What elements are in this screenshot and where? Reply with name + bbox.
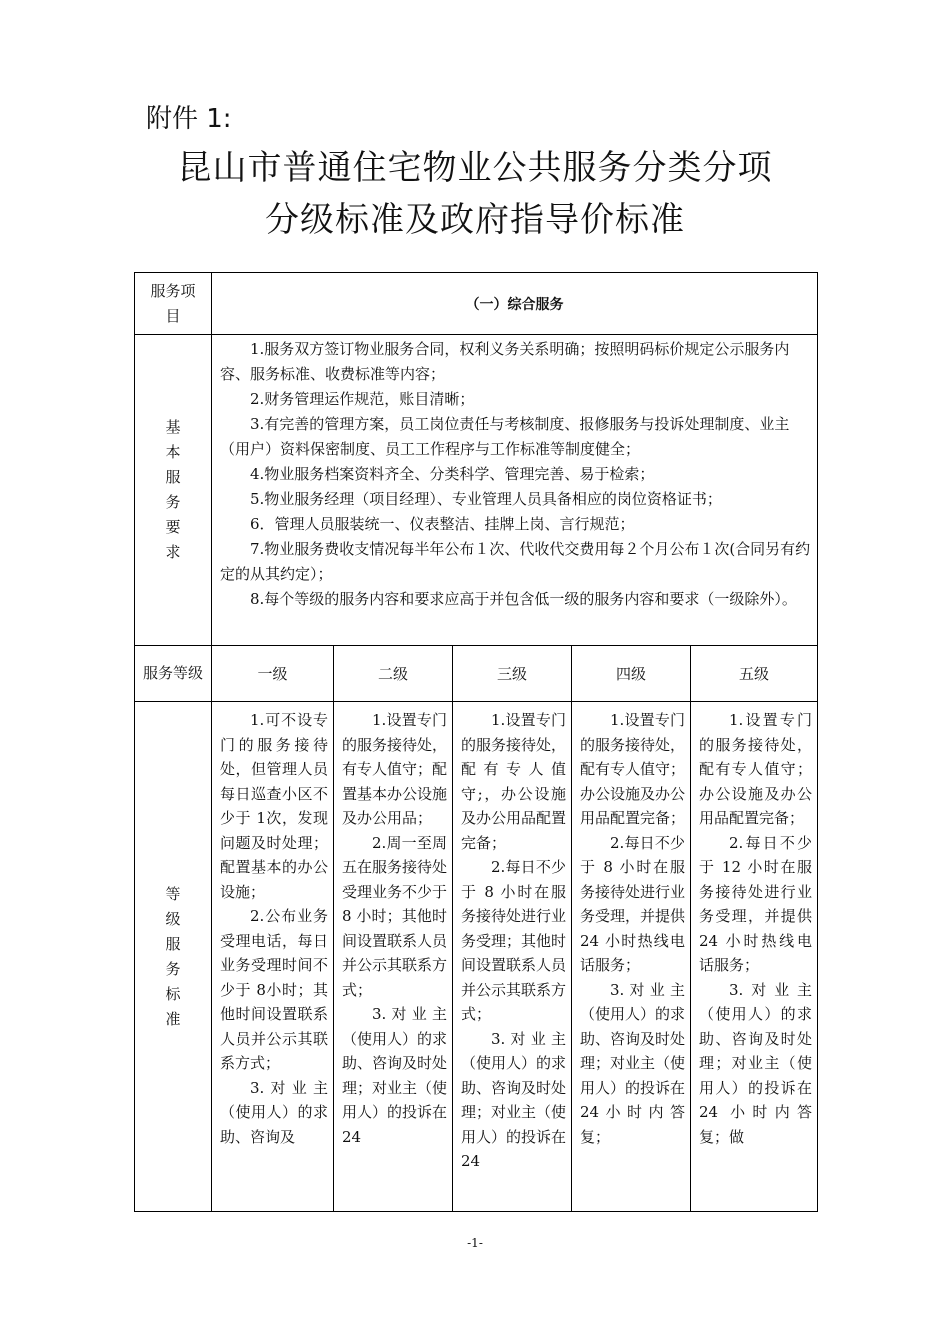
level-2-standard [334,702,453,1212]
level-4-standard [572,702,691,1212]
table-row [135,335,818,646]
level-2-header: 二级 [334,646,453,702]
basic-requirements-label: 基本服务要求 [135,335,212,646]
attachment-label: 附件 1: [146,104,232,134]
standard-item: 3.对业主（使用人）的求助、咨询及时处理；对业主（使用人）的投诉在 24小时内答复； [580,980,686,1146]
standard-item: 3.对业主（使用人）的求助、咨询及时处理；对业主（使用人）的投诉在 24 [342,1005,448,1146]
service-standard-table [134,272,818,1212]
standard-item: 3.对业主（使用人）的求助、咨询及时处理；对业主（使用人）的投诉在 24 [461,1029,567,1170]
level-standard-label: 等级服务标准 [135,702,212,1212]
level-1-header: 一级 [212,646,334,702]
requirement-item: 1.服务双方签订物业服务合同，权利义务关系明确；按照明码标价规定公示服务内容、服务标准、收费标准等内容； [220,340,790,383]
level-3-standard [453,702,572,1212]
standard-item: 1.设置专门的服务接待处，配有专人值守；办公设施及办公用品配置完备； [699,711,813,827]
basic-requirements-cell [212,335,818,646]
requirement-item: 3.有完善的管理方案，员工岗位责任与考核制度、报修服务与投诉处理制度、业主（用户）资料保密制度、员工工作程序与工作标准等制度健全； [220,415,790,458]
table-row [135,646,818,702]
standard-item: 2.每日不少于 12 小时在服务接待处进行业务受理，并提供 24 小时热线电话服务； [699,833,813,974]
requirement-item: 5.物业服务经理（项目经理）、专业管理人员具备相应的岗位资格证书； [250,490,722,508]
level-1-standard [212,702,334,1212]
level-4-header: 四级 [572,646,691,702]
standard-item: 1.设置专门的服务接待处，配有专人值守;，办公设施及办公用品配置完备； [461,711,567,852]
level-5-standard [691,702,818,1212]
level-5-header: 五级 [691,646,818,702]
requirement-item: 4.物业服务档案资料齐全、分类科学、管理完善、易于检索； [250,465,655,483]
standard-item: 2.每日不少于 8 小时在服务接待处进行业务受理，并提供 24 小时热线电话服务； [580,833,686,974]
standard-item: 3.对业主（使用人）的求助、咨询及 [220,1078,328,1146]
standard-item: 2.周一至周五在服务接待处受理业务不少于 8 小时；其他时间设置联系人员并公示其联系方式； [342,833,448,999]
standard-item: 2.每日不少于 8 小时在服务接待处进行业务受理；其他时间设置联系人员并公示其联系方式； [461,858,567,1023]
table-row [135,273,818,335]
standard-item: 1.设置专门的服务接待处，配有专人值守；办公设施及办公用品配置完备； [580,711,686,827]
page-number: -1- [467,1236,483,1250]
service-level-label: 服务等级 [135,646,212,702]
table-row [135,702,818,1212]
requirement-item: 8.每个等级的服务内容和要求应高于并包含低一级的服务内容和要求（一级除外）。 [250,590,797,608]
document-title-line-2: 分级标准及政府指导价标准 [265,200,685,240]
document-title-line-1: 昆山市普通住宅物业公共服务分类分项 [177,148,773,188]
standard-item: 1.设置专门的服务接待处，有专人值守；配置基本办公设施及办公用品； [342,711,448,827]
requirement-item: 2.财务管理运作规范，账目清晰； [250,390,475,408]
standard-item: 2.公布业务受理电话，每日业务受理时间不少于 8小时；其他时间设置联系人员并公示其联系方式； [220,907,328,1072]
requirement-item: 6．管理人员服装统一、仪表整洁、挂牌上岗、言行规范； [250,515,635,533]
requirement-item: 7.物业服务费收支情况每半年公布１次、代收代交费用每２个月公布１次(合同另有约定的从其约定）； [220,540,811,583]
standard-item: 3.对业主（使用人）的求助、咨询及时处理；对业主（使用人）的投诉在 24 小时内答复；做 [699,980,813,1146]
standard-item: 1.可不设专门的服务接待处，但管理人员每日巡查小区不少于 1次，发现问题及时处理；配置基本的办公设施； [220,711,328,901]
service-item-value: （一）综合服务 [212,273,818,335]
service-item-label: 服务项目 [135,273,212,335]
level-3-header: 三级 [453,646,572,702]
